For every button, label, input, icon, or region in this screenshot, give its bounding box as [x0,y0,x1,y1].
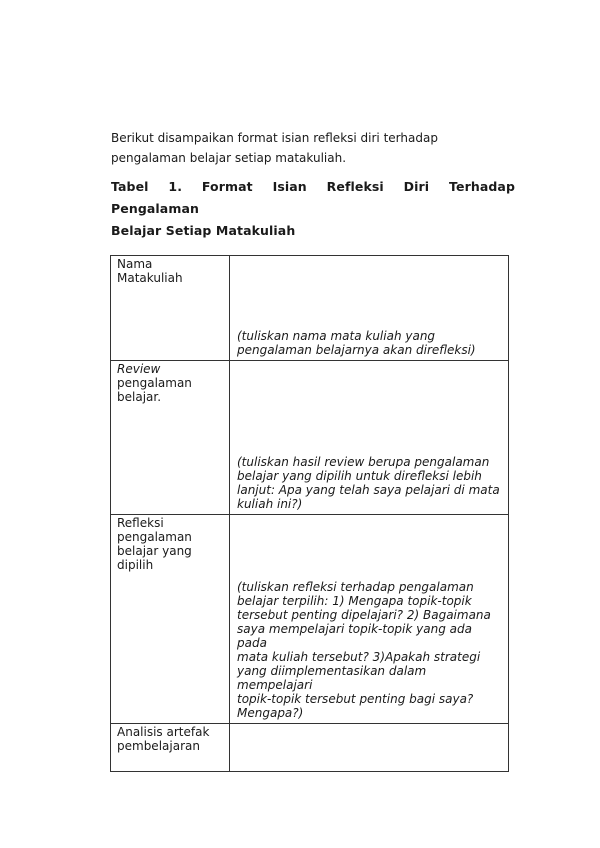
entry-cell-analisis[interactable] [230,724,509,772]
hint-text: Mengapa?) [237,706,304,720]
row-label-nama-matakuliah: Nama Matakuliah [111,256,230,361]
row-label-review: Review pengalaman belajar. [111,361,230,515]
caption-line-2: Belajar Setiap Matakuliah [111,223,296,238]
hint-text: belajar yang dipilih untuk direfleksi lebih [237,469,482,483]
hint-text: (tuliskan nama mata kuliah yang [237,329,436,343]
entry-cell-refleksi[interactable] [230,515,509,724]
row-label-refleksi: Refleksi pengalaman belajar yang dipilih [111,515,230,724]
table-row [111,361,509,515]
intro-paragraph [111,128,515,168]
hint-text: saya mempelajari topik-topik yang ada pada [237,622,472,650]
hint-text: (tuliskan hasil review berupa pengalaman [237,455,490,469]
hint-text: topik-topik tersebut penting bagi saya? [237,692,474,706]
row-label-analisis: Analisis artefak pembelajaran [111,724,230,772]
entry-cell-review[interactable] [230,361,509,515]
hint-text: pengalaman belajarnya akan direfleksi) [237,343,476,357]
table-row [111,724,509,772]
hint-text: (tuliskan refleksi terhadap pengalaman [237,580,474,594]
table-caption [111,176,515,242]
intro-line-1: Berikut disampaikan format isian refleksi diri terhadap [111,131,438,145]
hint-text: belajar terpilih: 1) Mengapa topik-topik [237,594,472,608]
hint-text: mata kuliah tersebut? 3)Apakah strategi [237,650,481,664]
hint-text: lanjut: Apa yang telah saya pelajari di mata [237,483,500,497]
hint-text: kuliah ini?) [237,497,303,511]
hint-text: tersebut penting dipelajari? 2) Bagaimana [237,608,491,622]
reflection-table [110,255,509,772]
table-row [111,515,509,724]
caption-line-1: Tabel 1. Format Isian Refleksi Diri Terhadap Pengalaman [111,179,515,216]
intro-line-2: pengalaman belajar setiap matakuliah. [111,151,347,165]
table-row [111,256,509,361]
entry-cell-nama-matakuliah[interactable] [230,256,509,361]
hint-text: yang diimplementasikan dalam mempelajari [237,664,427,692]
